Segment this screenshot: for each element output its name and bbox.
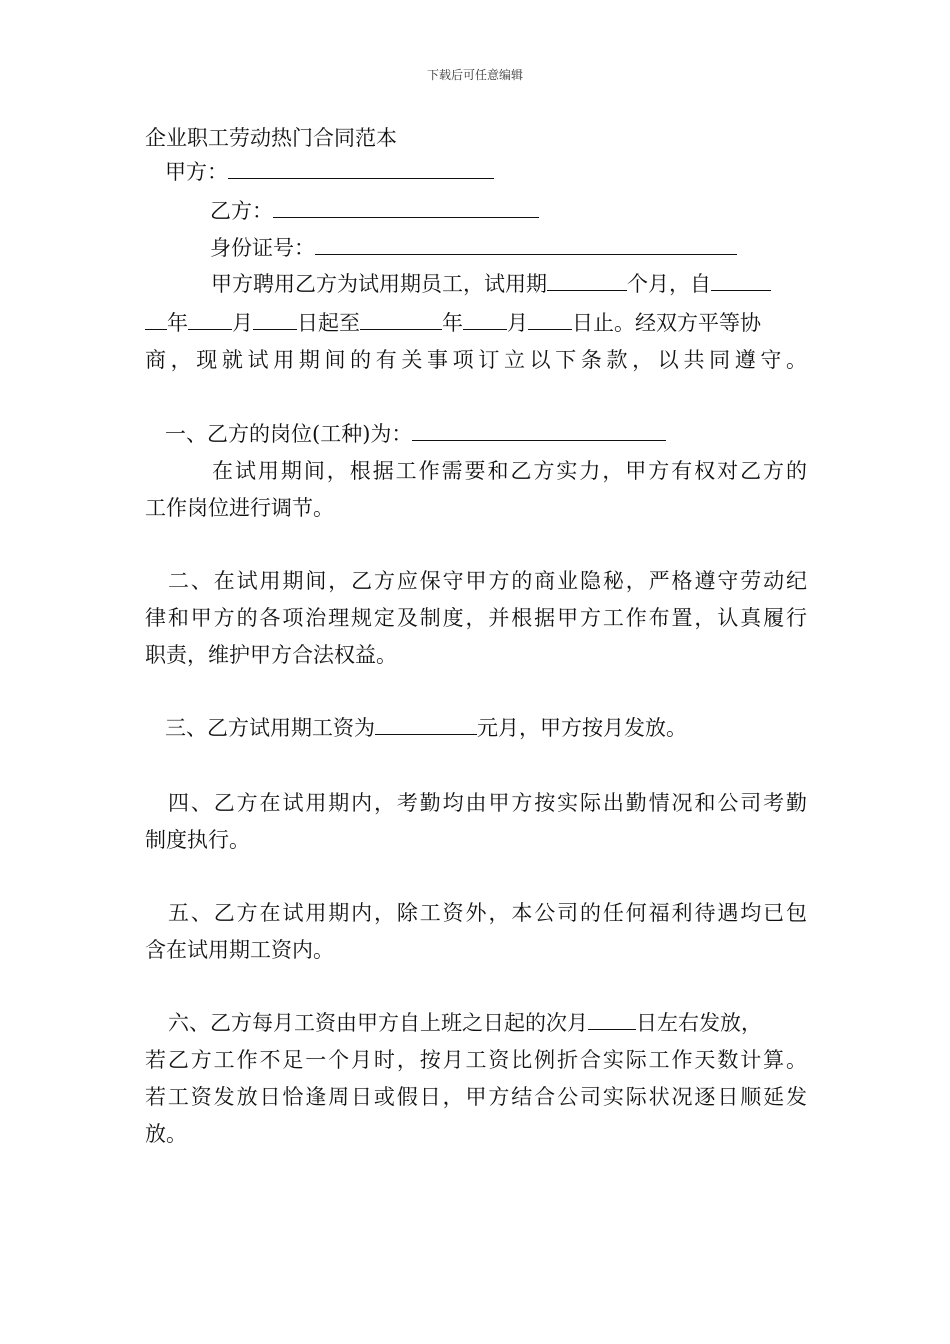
start-month-blank [188, 309, 232, 330]
clause-1-label: 一、乙方的岗位(工种)为： [165, 422, 413, 446]
clause-3-text: 三、乙方试用期工资为 [165, 716, 375, 740]
clause-3-text: 元月，甲方按月发放。 [477, 716, 687, 740]
position-blank [412, 420, 666, 441]
party-a-blank [228, 158, 494, 179]
start-year-blank-cont [145, 309, 167, 330]
party-a-label: 甲方： [165, 160, 228, 184]
intro-line-1 [211, 270, 771, 298]
clause-2-line-3: 职责，维护甲方合法权益。 [145, 643, 397, 667]
clause-6-line-1 [168, 1009, 762, 1037]
clause-1-line-2: 工作岗位进行调节。 [145, 496, 334, 520]
start-year-blank [711, 270, 771, 291]
clause-5-line-2: 含在试用期工资内。 [145, 938, 334, 962]
clause-1-title [165, 420, 666, 448]
clause-4-line-1: 四、乙方在试用期内，考勤均由甲方按实际出勤情况和公司考勤 [168, 791, 807, 815]
party-b-line [210, 197, 539, 225]
party-b-label: 乙方： [210, 199, 273, 223]
intro-text: 月 [507, 311, 528, 335]
party-a-line [165, 158, 494, 186]
start-day-blank [253, 309, 297, 330]
id-number-label: 身份证号： [210, 236, 315, 260]
intro-text: 月 [232, 311, 253, 335]
intro-text: 个月，自 [627, 272, 711, 296]
intro-text: 日止。经双方平等协 [572, 311, 761, 335]
clause-5-line-1: 五、乙方在试用期内，除工资外，本公司的任何福利待遇均已包 [168, 901, 807, 925]
clause-6-line-3: 若工资发放日恰逢周日或假日，甲方结合公司实际状况逐日顺延发 [145, 1085, 807, 1109]
end-month-blank [463, 309, 507, 330]
id-number-line [210, 234, 737, 262]
intro-text: 日起至 [297, 311, 360, 335]
intro-text: 年 [167, 311, 188, 335]
end-year-blank [360, 309, 442, 330]
clause-6-text: 六、乙方每月工资由甲方自上班之日起的次月 [168, 1011, 588, 1035]
clause-6-line-4: 放。 [145, 1122, 187, 1146]
end-day-blank [528, 309, 572, 330]
probation-months-blank [547, 270, 627, 291]
clause-2-line-2: 律和甲方的各项治理规定及制度，并根据甲方工作布置，认真履行 [145, 606, 807, 630]
party-b-blank [273, 197, 539, 218]
intro-text: 年 [442, 311, 463, 335]
intro-line-2 [145, 309, 761, 337]
clause-1-line-1: 在试用期间，根据工作需要和乙方实力，甲方有权对乙方的 [212, 459, 807, 483]
intro-line-3: 商，现就试用期间的有关事项订立以下条款，以共同遵守。 [145, 348, 807, 372]
intro-text: 甲方聘用乙方为试用期员工，试用期 [211, 272, 547, 296]
clause-6-line-2: 若乙方工作不足一个月时，按月工资比例折合实际工作天数计算。 [145, 1048, 807, 1072]
pay-day-blank [588, 1009, 636, 1030]
id-number-blank [315, 234, 737, 255]
clause-2-line-1: 二、在试用期间，乙方应保守甲方的商业隐秘，严格遵守劳动纪 [168, 569, 807, 593]
clause-4-line-2: 制度执行。 [145, 828, 250, 852]
page-header: 下载后可任意编辑 [426, 68, 523, 82]
clause-6-text: 日左右发放， [636, 1011, 762, 1035]
clause-3 [165, 714, 687, 742]
salary-blank [375, 714, 477, 735]
document-title: 企业职工劳动热门合同范本 [145, 126, 397, 150]
